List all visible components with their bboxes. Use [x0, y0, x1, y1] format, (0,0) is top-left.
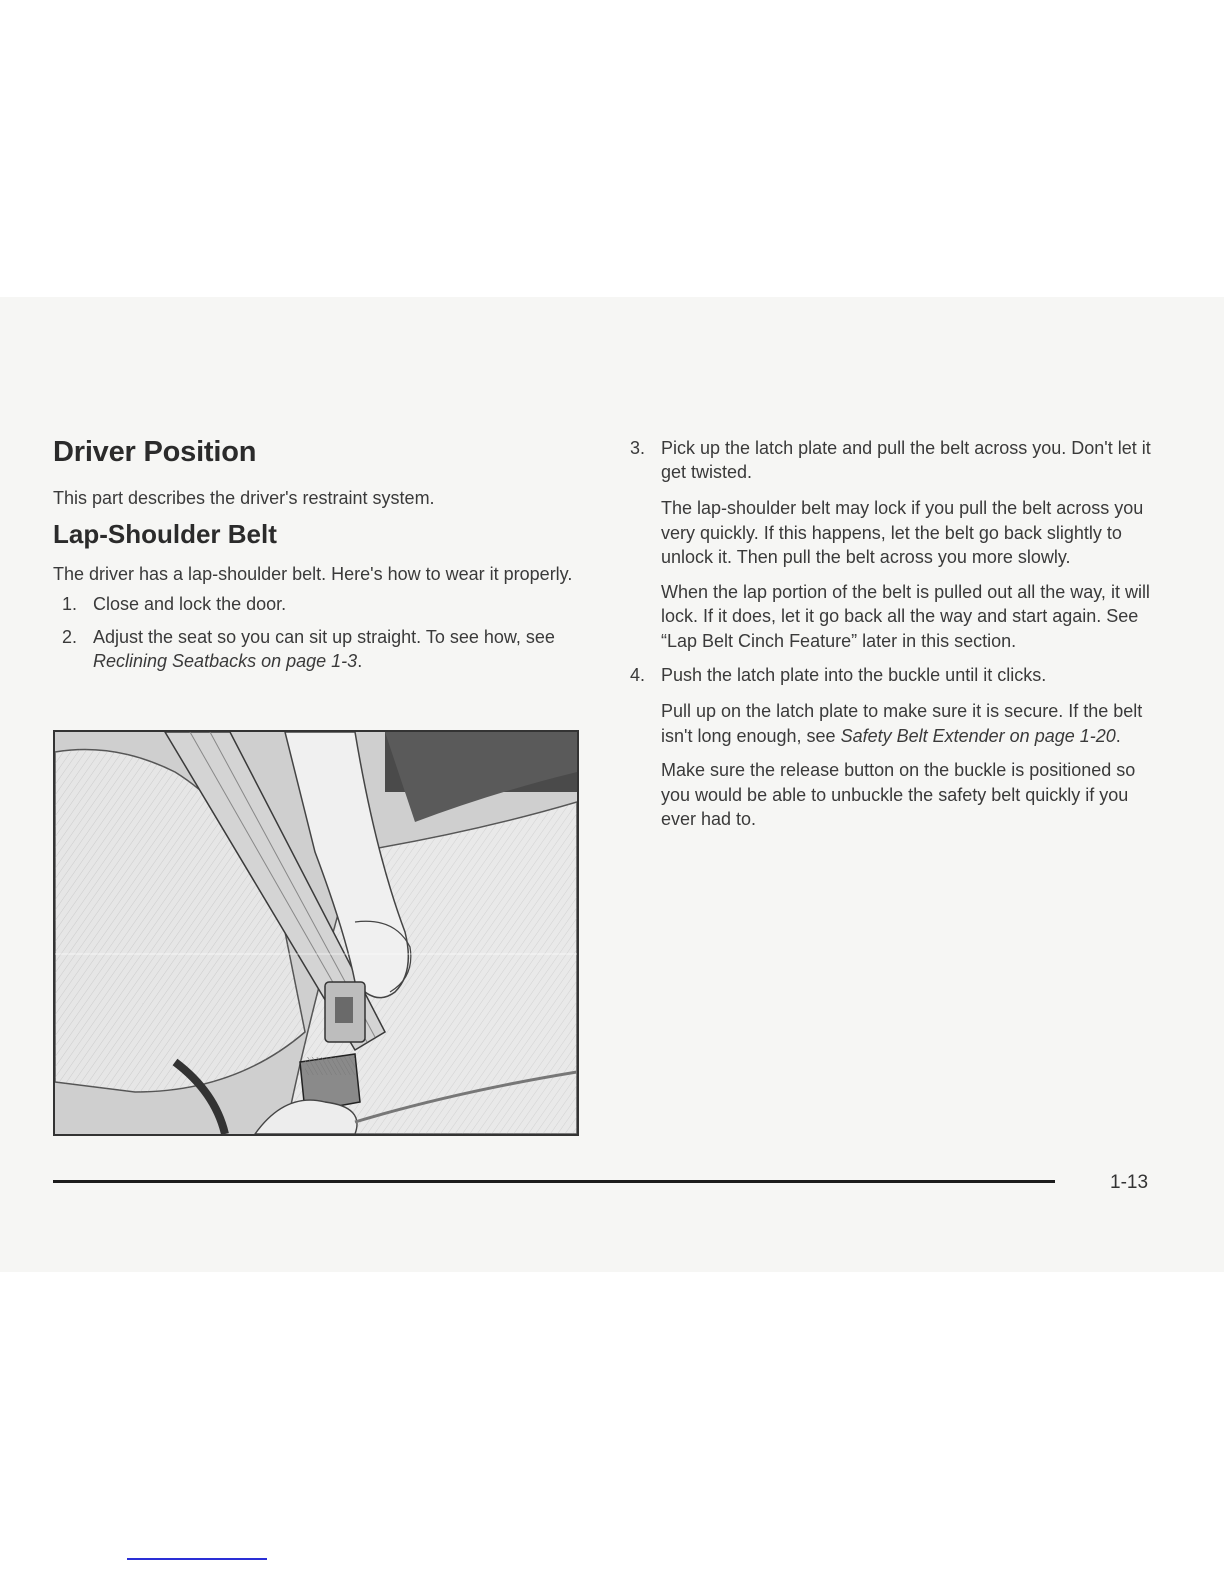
- left-column: [53, 430, 588, 682]
- footer-rule: [53, 1180, 1055, 1183]
- step-number: 1.: [62, 594, 78, 614]
- step-text: Adjust the seat so you can sit up straight. To see how, see: [93, 627, 555, 647]
- step-number: 4.: [630, 665, 646, 685]
- section-heading: Driver Position: [53, 436, 257, 468]
- step-item: [630, 436, 1160, 653]
- step-text: Push the latch plate into the buckle until it clicks.: [661, 665, 1047, 685]
- note-text-tail: .: [1115, 725, 1121, 746]
- step-note: The lap-shoulder belt may lock if you pull the belt across you very quickly. If this happens, let the belt go back slightly to unlock it. Then pull the belt across you more slowly.: [661, 498, 1144, 567]
- step-item: [53, 592, 588, 616]
- step-note: When the lap portion of the belt is pulled out all the way, it will lock. If it does, let it go back all the way and start again. See “Lap Belt Cinch Feature” later in this section.: [661, 581, 1150, 651]
- seatbelt-illustration: [53, 730, 579, 1136]
- cross-reference-link[interactable]: Reclining Seatbacks on page 1-3: [93, 651, 358, 671]
- lead-paragraph: The driver has a lap-shoulder belt. Here's how to wear it properly.: [53, 564, 573, 584]
- right-column: [630, 436, 1160, 842]
- steps-list-right: [630, 436, 1160, 832]
- step-item: [630, 663, 1160, 832]
- step-note: [661, 699, 1160, 748]
- note-text: Pull up on the latch plate to make sure it is secure. If the belt isn't long enough, see: [661, 701, 1143, 746]
- steps-list-left: [53, 592, 588, 673]
- step-text: Close and lock the door.: [93, 594, 287, 614]
- step-text-tail: .: [357, 651, 363, 671]
- cross-reference-link[interactable]: Safety Belt Extender on page 1-20: [840, 725, 1116, 746]
- subsection-heading: Lap-Shoulder Belt: [53, 519, 277, 549]
- seatbelt-drawing: [55, 732, 577, 1134]
- step-text: Pick up the latch plate and pull the belt across you. Don't let it get twisted.: [661, 438, 1151, 482]
- intro-paragraph: This part describes the driver's restraint system.: [53, 488, 435, 508]
- step-item: [53, 625, 588, 673]
- step-number: 3.: [630, 438, 646, 458]
- step-number: 2.: [62, 627, 78, 647]
- step-note: Make sure the release button on the buckle is positioned so you would be able to unbuckle the safety belt quickly if you ever had to.: [661, 760, 1136, 829]
- footnote-rule: [127, 1558, 267, 1560]
- page-number: 1-13: [1110, 1172, 1149, 1193]
